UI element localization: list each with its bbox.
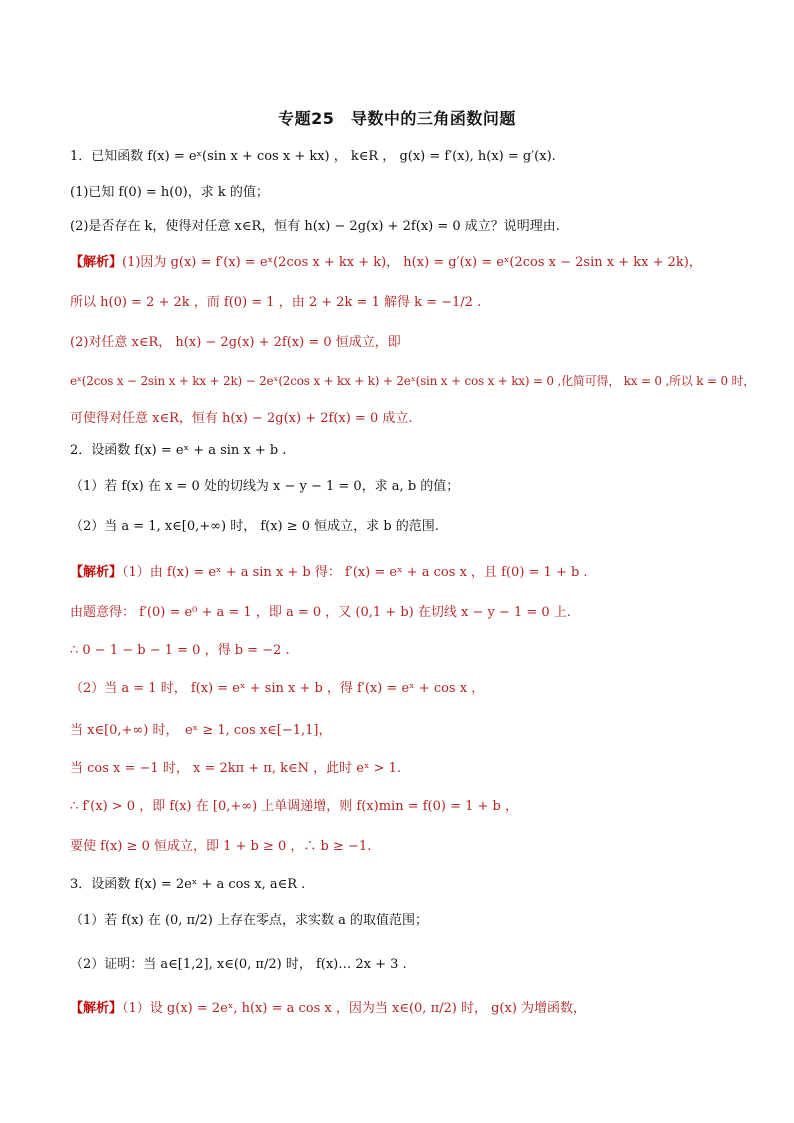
- problem-2-part-1: （1）若 f(x) 在 x = 0 处的切线为 x − y − 1 = 0，求 a, b 的值；: [70, 479, 460, 494]
- problem-1-statement: 1．已知函数 f(x) = eˣ(sin x + cos x + kx) ， k∈R ， g(x) = f′(x), h(x) = g′(x).: [70, 149, 556, 164]
- page-title: 专题25 导数中的三角函数问题: [278, 109, 516, 128]
- solution-2-line-7: ∴ f′(x) > 0 ，即 f(x) 在 [0,+∞) 上单调递增，则 f(x)min = f(0) = 1 + b ，: [70, 799, 518, 814]
- solution-text: （1）由 f(x) = eˣ + a sin x + b 得： f′(x) = eˣ + a cos x ，且 f(0) = 1 + b .: [122, 565, 588, 580]
- solution-2-line-8: 要使 f(x) ≥ 0 恒成立，即 1 + b ≥ 0 ，∴ b ≥ −1.: [70, 839, 372, 854]
- solution-1-line-1: [70, 254, 750, 272]
- solution-text: (1)因为 g(x) = f′(x) = eˣ(2cos x + kx + k)， h(x) = g′(x) = eˣ(2cos x − 2sin x + kx + 2k)，: [122, 255, 702, 270]
- problem-2-statement: 2．设函数 f(x) = eˣ + a sin x + b .: [70, 443, 287, 458]
- problem-3-part-2: （2）证明：当 a∈[1,2], x∈(0, π/2) 时， f(x)… 2x + 3 .: [70, 957, 407, 972]
- solution-2-line-2: 由题意得： f′(0) = e⁰ + a = 1 ，即 a = 0 ，又 (0,1 + b) 在切线 x − y − 1 = 0 上.: [70, 605, 571, 620]
- solution-3-line-1: [70, 1000, 750, 1018]
- problem-3-statement: 3．设函数 f(x) = 2eˣ + a cos x, a∈R .: [70, 877, 306, 892]
- solution-2-line-6: 当 cos x = −1 时， x = 2kπ + π, k∈N ，此时 eˣ > 1.: [70, 761, 402, 776]
- solution-1-line-4: eˣ(2cos x − 2sin x + kx + 2k) − 2eˣ(2cos x + kx + k) + 2eˣ(sin x + cos x + kx) = 0 ,化简可得， kx = 0 ,所以 k = 0 时，: [70, 374, 756, 388]
- problem-1-part-2: (2)是否存在 k，使得对任意 x∈R，恒有 h(x) − 2g(x) + 2f(x) = 0 成立？说明理由.: [70, 219, 560, 234]
- solution-1-line-2: 所以 h(0) = 2 + 2k ，而 f(0) = 1 ，由 2 + 2k = 1 解得 k = −1/2 .: [70, 295, 482, 310]
- solution-tag: 【解析】: [70, 565, 123, 580]
- solution-tag: 【解析】: [70, 1001, 123, 1016]
- problem-2-part-2: （2）当 a = 1, x∈[0,+∞) 时， f(x) ≥ 0 恒成立，求 b 的范围.: [70, 519, 439, 534]
- solution-2-line-1: [70, 564, 750, 582]
- solution-2-line-4: （2）当 a = 1 时， f(x) = eˣ + sin x + b ，得 f′(x) = eˣ + cos x ，: [70, 681, 485, 696]
- problem-1-part-1: (1)已知 f(0) = h(0)，求 k 的值；: [70, 185, 269, 200]
- problem-3-part-1: （1）若 f(x) 在 (0, π/2) 上存在零点，求实数 a 的取值范围；: [70, 913, 428, 928]
- solution-tag: 【解析】: [70, 255, 123, 270]
- solution-text: （1）设 g(x) = 2eˣ, h(x) = a cos x ，因为当 x∈(0, π/2) 时， g(x) 为增函数，: [122, 1001, 587, 1016]
- solution-2-line-3: ∴ 0 − 1 − b − 1 = 0 ，得 b = −2 .: [70, 643, 290, 658]
- solution-1-line-5: 可使得对任意 x∈R，恒有 h(x) − 2g(x) + 2f(x) = 0 成立.: [70, 411, 413, 426]
- solution-1-line-3: (2)对任意 x∈R， h(x) − 2g(x) + 2f(x) = 0 恒成立，即: [70, 335, 401, 350]
- solution-2-line-5: 当 x∈[0,+∞) 时， eˣ ≥ 1, cos x∈[−1,1]，: [70, 723, 332, 738]
